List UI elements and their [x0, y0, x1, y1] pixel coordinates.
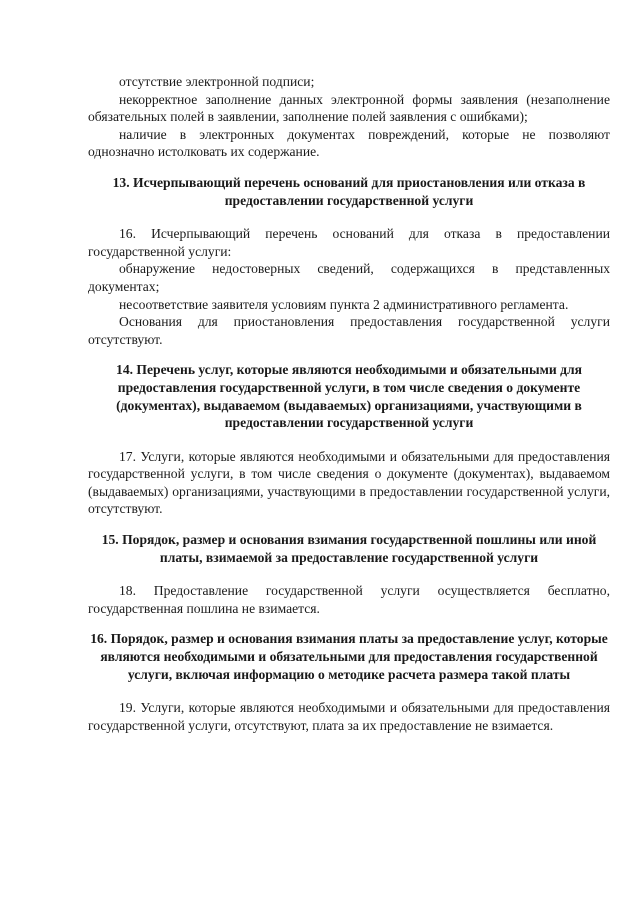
paragraph-16: 16. Исчерпывающий перечень оснований для отказа в предоставлении государственной услуги: — [88, 226, 610, 259]
suspension-note: Основания для приостановления предоставления государственной услуги отсутствуют. — [88, 314, 610, 347]
section-13-heading: 13. Исчерпывающий перечень оснований для приостановления или отказа в предоставлении государственной услуги — [112, 174, 586, 208]
section-14-heading: 14. Перечень услуг, которые являются необходимыми и обязательными для предоставления государственной услуги, в том числе сведения о документе (документах), выдаваемом (выдаваемых) организациями, участвующими в предоставлении государственной услуги — [116, 362, 582, 431]
intro-item-1: отсутствие электронной подписи; — [119, 74, 315, 89]
paragraph-18: 18. Предоставление государственной услуги осуществляется бесплатно, государственная пошлина не взимается. — [88, 583, 610, 616]
refusal-reason-2: несоответствие заявителя условиям пункта 2 административного регламента. — [119, 296, 569, 312]
section-15-heading: 15. Порядок, размер и основания взимания государственной пошлины или иной платы, взимаемой за предоставление государственной услуги — [101, 532, 597, 565]
section-16-heading: 16. Порядок, размер и основания взимания платы за предоставление услуг, которые являются необходимыми и обязательными для предоставления государственной услуги, включая информацию о методике расчета размера такой платы — [90, 631, 608, 682]
paragraph-17: 17. Услуги, которые являются необходимыми и обязательными для предоставления государственной услуги, в том числе сведения о документе (документах), выдаваемом (выдаваемых) организациями, участвующими в предоставлении государственной услуги, отсутствуют. — [88, 448, 610, 517]
intro-item-2: некорректное заполнение данных электронной формы заявления (незаполнение обязательных полей в заявлении, заполнение полей заявления с ошибками); — [88, 91, 610, 125]
refusal-reason-1: обнаружение недостоверных сведений, содержащихся в представленных документах; — [88, 261, 610, 294]
paragraph-19: 19. Услуги, которые являются необходимыми и обязательными для предоставления государственной услуги, отсутствуют, плата за их предоставление не взимается. — [88, 700, 610, 733]
document-page — [88, 73, 610, 734]
intro-item-3: наличие в электронных документах повреждений, которые не позволяют однозначно истолковать их содержание. — [88, 126, 610, 160]
